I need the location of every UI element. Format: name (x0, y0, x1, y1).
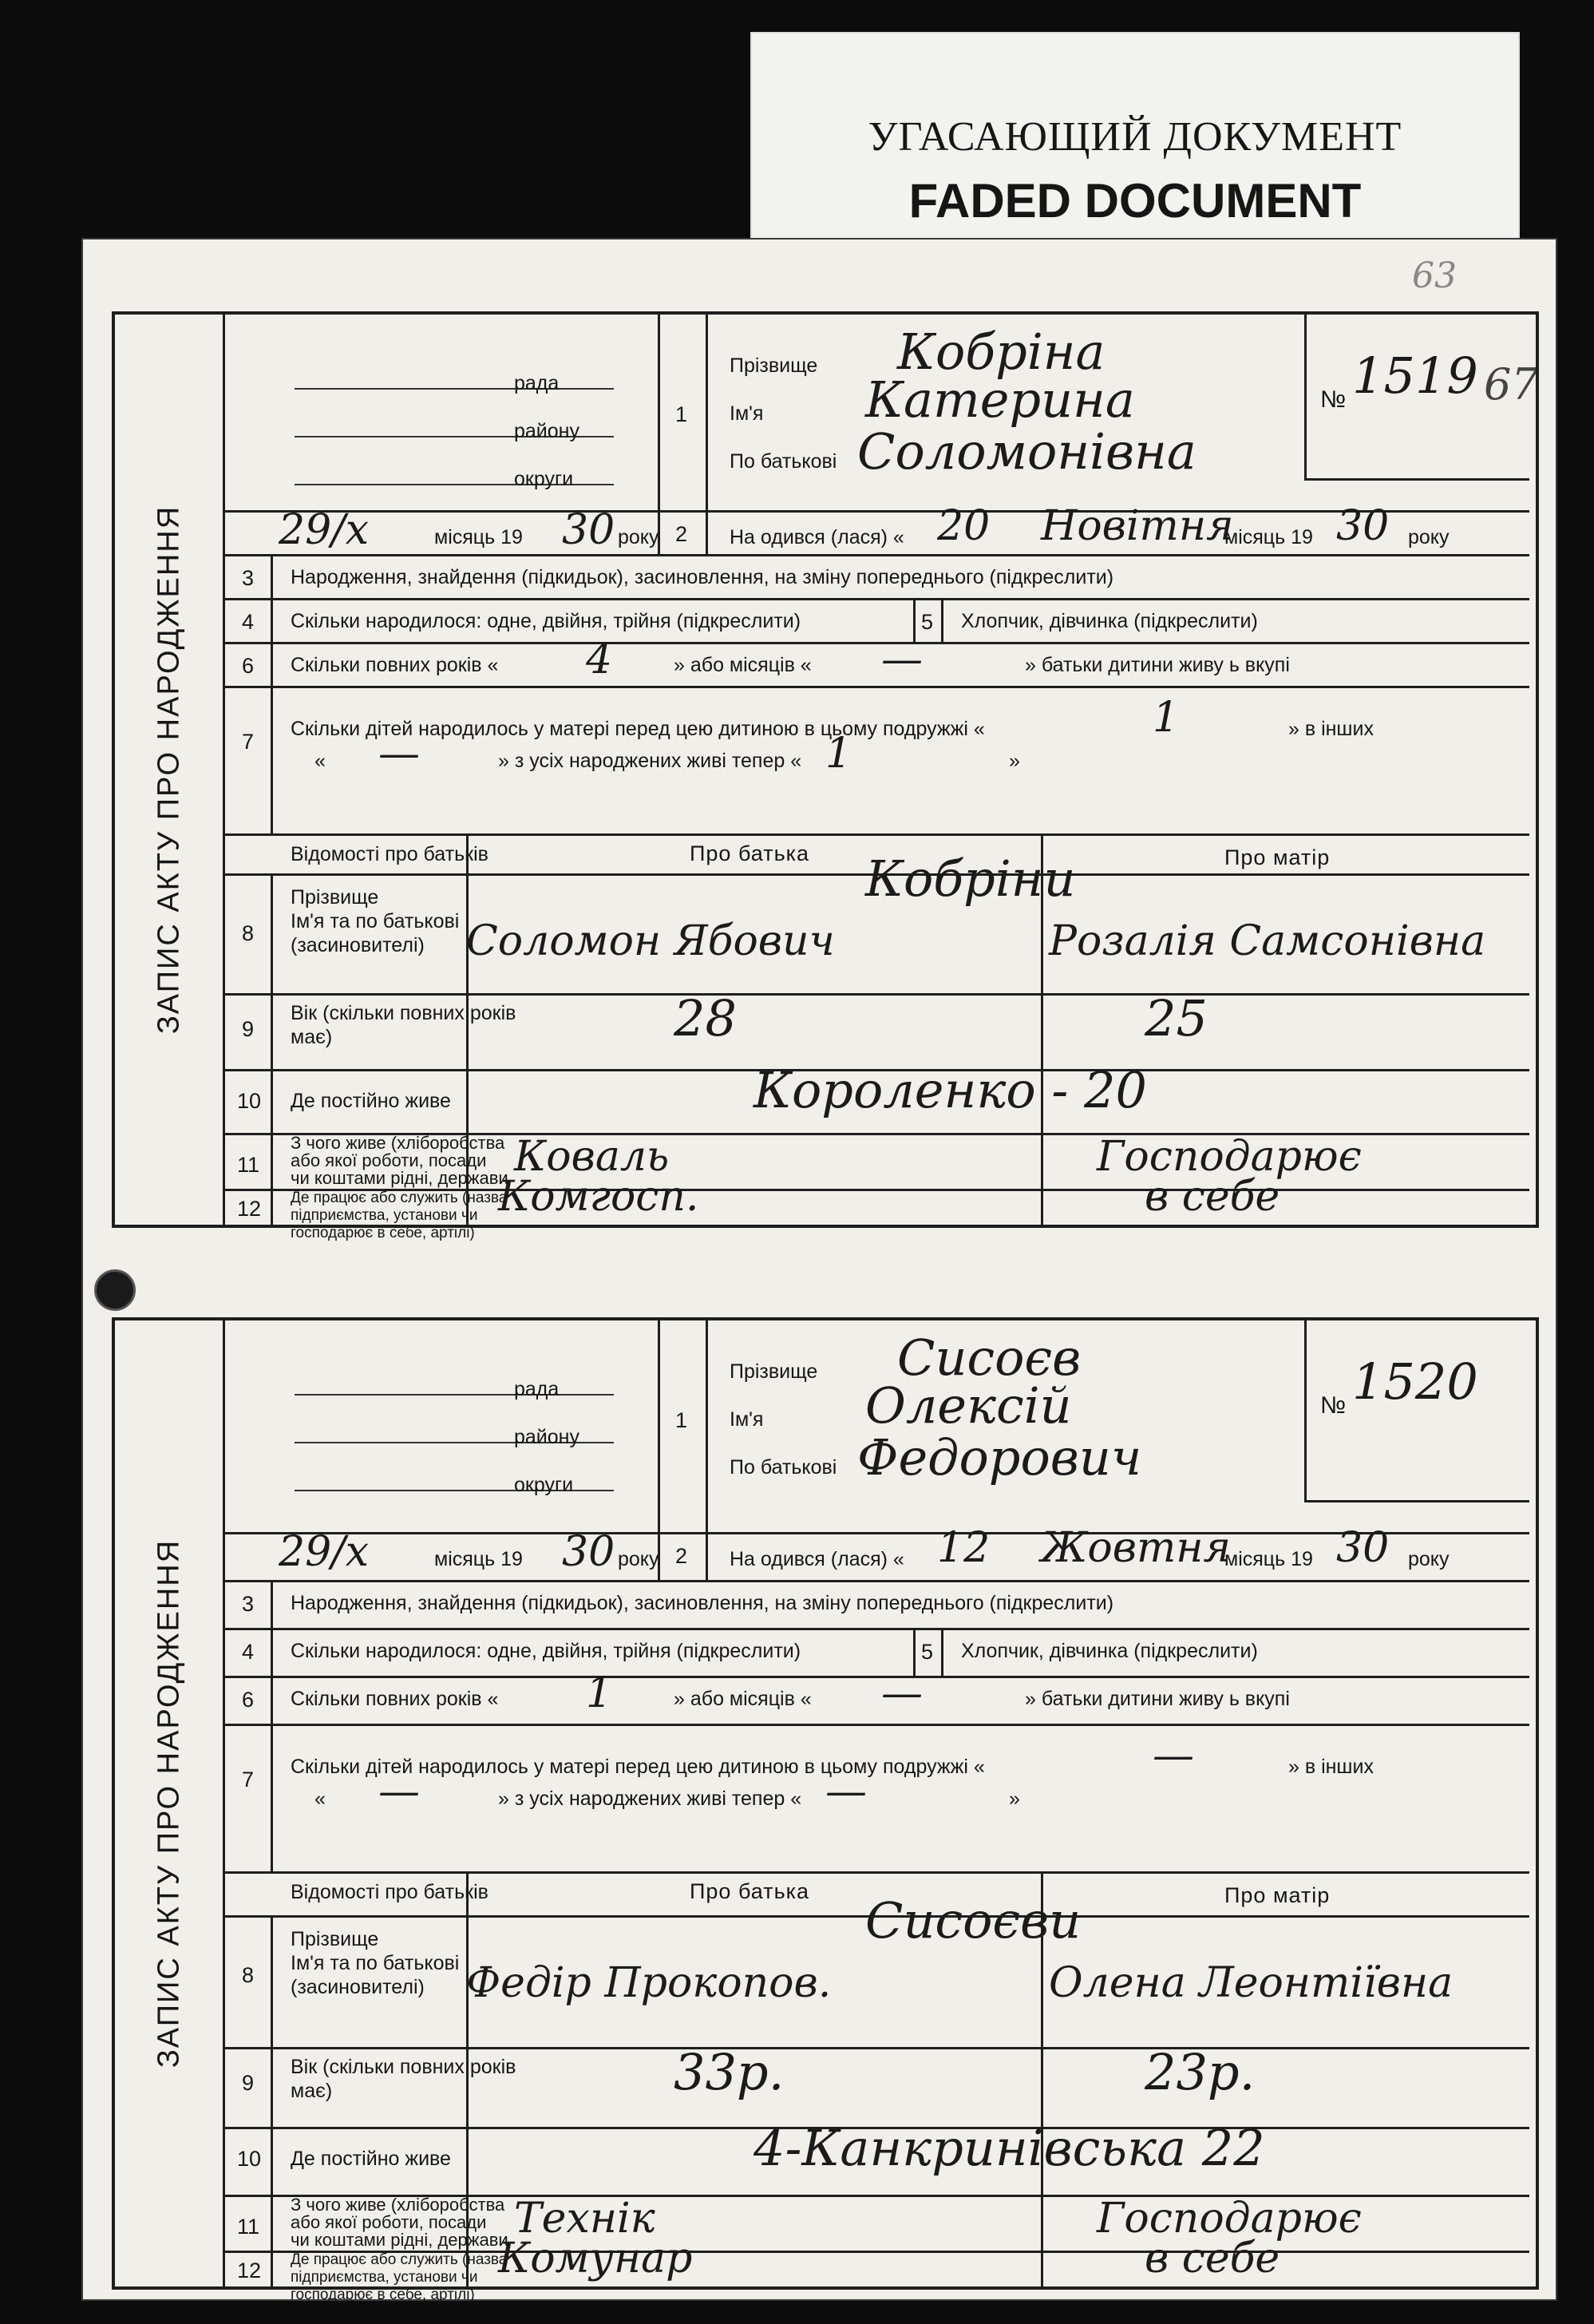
birth-record-form-1 (112, 311, 1539, 1241)
parents-surname: Кобріни (865, 849, 1076, 908)
children-before: — (1153, 1732, 1194, 1780)
label-born-year: року (1408, 526, 1450, 548)
label-raion: району (514, 1426, 579, 1448)
faded-document-stamp (750, 32, 1520, 267)
row3-label: Народження, знайдення (підкидьок), засиновлення, на зміну попереднього (підкреслити) (291, 1592, 1114, 1614)
label-rada: рада (514, 372, 560, 394)
row-number: 3 (242, 1592, 255, 1616)
about-mother-header: Про матір (1224, 845, 1331, 869)
row9-label: Вік (скільки повних років має) (291, 2056, 516, 2102)
children-other: — (378, 1768, 420, 1815)
label-born-month: місяць 19 (1224, 1548, 1313, 1570)
label-month: місяць 19 (434, 1548, 523, 1570)
row6-label-b: » або місяців « (674, 654, 812, 676)
row6-label-b: » або місяців « (674, 1688, 812, 1710)
birth-month: Жовтня (1041, 1524, 1231, 1572)
row7-label-d: » з усіх народжених живі тепер « (498, 750, 802, 772)
row-number: 5 (921, 1640, 934, 1664)
label-patronymic: По батькові (730, 450, 837, 473)
row12-label: Де працює або служить (назва підприємства, установи чи господарює в себе, артілі) (291, 2251, 508, 2303)
parents-info-header: Відомості про батьків (291, 1881, 488, 1903)
row8-label: Прізвище Ім'я та по батькові (засиновителі) (291, 1928, 460, 1998)
child-patronymic: Соломонівна (857, 422, 1196, 481)
parents-info-header: Відомості про батьків (291, 843, 488, 865)
mother-name: Розалія Самсонівна (1049, 917, 1486, 965)
row-number: 8 (242, 921, 255, 945)
row-number: 2 (675, 522, 688, 546)
father-living: Технік (514, 2195, 655, 2243)
about-father-header: Про батька (690, 841, 810, 865)
years-together: 1 (586, 1669, 613, 1717)
children-other: — (378, 730, 420, 778)
row11-label: З чого живе (хліборобства або якої роботи, посади чи коштами рідні, держави (291, 2195, 508, 2250)
mother-name: Олена Леонтіївна (1049, 1959, 1454, 2007)
mother-work: в себе (1145, 2235, 1280, 2282)
row-number: 7 (242, 730, 255, 754)
row-number: 2 (675, 1544, 688, 1568)
row7-label-c: « (314, 750, 326, 772)
row12-label: Де працює або служить (назва підприємства, установи чи господарює в себе, артілі) (291, 1190, 508, 1241)
row6-label-c: » батьки дитини живу ь вкупі (1025, 1688, 1290, 1710)
row7-label-b: » в інших (1288, 718, 1374, 740)
row-number: 4 (242, 610, 255, 634)
record-number: 1520 (1352, 1352, 1478, 1411)
row6-label-a: Скільки повних років « (291, 654, 499, 676)
archive-page-number-side: 67 (1484, 359, 1539, 410)
birth-year: 30 (1336, 1524, 1390, 1572)
father-work: Комгосп. (498, 1173, 699, 1221)
label-surname: Прізвище (730, 354, 818, 377)
mother-work: в себе (1145, 1173, 1280, 1221)
birth-record-form-2 (112, 1317, 1539, 2303)
mother-living: Господарює (1097, 1133, 1362, 1181)
label-rada: рада (514, 1378, 560, 1400)
stamp-text-ru: УГАСАЮЩИЙ ДОКУМЕНТ (868, 114, 1402, 160)
child-patronymic: Федорович (857, 1428, 1142, 1487)
row-number: 10 (237, 1089, 262, 1113)
row-number: 7 (242, 1768, 255, 1791)
alive-now: — (825, 1768, 867, 1815)
row5-label: Хлопчик, дівчинка (підкреслити) (961, 610, 1258, 632)
label-name: Ім'я (730, 402, 764, 425)
father-age: 28 (674, 989, 737, 1047)
residence: 4-Канкринівська 22 (753, 2119, 1265, 2177)
label-year: року (618, 526, 659, 548)
row10-label: Де постійно живе (291, 2148, 451, 2170)
row-number: 6 (242, 1688, 255, 1712)
registration-date: 29/х (279, 1528, 370, 1576)
birth-day: 12 (937, 1524, 991, 1572)
label-born-year: року (1408, 1548, 1450, 1570)
row4-label: Скільки народилося: одне, двійня, трійня (підкреслити) (291, 610, 801, 632)
months-together: — (881, 1669, 923, 1717)
row11-label: З чого живе (хліборобства або якої роботи, посади чи коштами рідні, держави (291, 1133, 508, 1188)
binding-hole-icon (94, 1269, 136, 1311)
children-before: 1 (1153, 694, 1180, 742)
archive-page-number: 63 (1412, 255, 1457, 296)
label-okruhy: округи (514, 1474, 574, 1496)
row6-label-c: » батьки дитини живу ь вкупі (1025, 654, 1290, 676)
row-number: 5 (921, 610, 934, 634)
row3-label: Народження, знайдення (підкидьок), засиновлення, на зміну попереднього (підкреслити) (291, 566, 1114, 588)
child-name: Катерина (865, 370, 1135, 429)
row10-label: Де постійно живе (291, 1090, 451, 1112)
row6-label-a: Скільки повних років « (291, 1688, 499, 1710)
row7-label-e: » (1009, 750, 1020, 772)
row-number: 4 (242, 1640, 255, 1664)
row9-label: Вік (скільки повних років має) (291, 1002, 516, 1048)
registration-date: 29/х (279, 506, 370, 554)
alive-now: 1 (825, 730, 852, 778)
row-number: 9 (242, 2071, 255, 2095)
row7-label-a: Скільки дітей народилось у матері перед цею дитиною в цьому подружжі « (291, 718, 985, 740)
label-raion: району (514, 420, 579, 442)
label-born: На одився (лася) « (730, 1548, 904, 1570)
father-living: Коваль (514, 1133, 670, 1181)
child-surname: Кобріна (897, 323, 1106, 381)
label-born: На одився (лася) « (730, 526, 904, 548)
side-title: ЗАПИС АКТУ ПРО НАРОДЖЕННЯ (115, 1320, 225, 2286)
label-born-month: місяць 19 (1224, 526, 1313, 548)
row-number: 12 (237, 1197, 262, 1221)
father-work: Комунар (498, 2235, 693, 2282)
row-number: 1 (675, 402, 688, 426)
side-title: ЗАПИС АКТУ ПРО НАРОДЖЕННЯ (115, 315, 225, 1225)
mother-age: 25 (1145, 989, 1208, 1047)
row7-label-a: Скільки дітей народилось у матері перед цею дитиною в цьому подружжі « (291, 1756, 985, 1778)
label-name: Ім'я (730, 1408, 764, 1431)
label-year: року (618, 1548, 659, 1570)
record-number: 1519 (1352, 346, 1478, 405)
about-mother-header: Про матір (1224, 1883, 1331, 1907)
label-month: місяць 19 (434, 526, 523, 548)
row7-label-b: » в інших (1288, 1756, 1374, 1778)
mother-age: 23р. (1145, 2043, 1256, 2101)
row-number: 10 (237, 2147, 262, 2171)
row-number: 9 (242, 1017, 255, 1041)
row7-label-c: « (314, 1788, 326, 1810)
father-age: 33р. (674, 2043, 785, 2101)
birth-day: 20 (937, 502, 991, 550)
row-number: 11 (237, 2215, 260, 2239)
father-name: Соломон Ябович (466, 917, 835, 965)
row-number: 3 (242, 566, 255, 590)
mother-living: Господарює (1097, 2195, 1362, 2243)
label-surname: Прізвище (730, 1360, 818, 1383)
label-patronymic: По батькові (730, 1456, 837, 1479)
row5-label: Хлопчик, дівчинка (підкреслити) (961, 1640, 1258, 1662)
child-surname: Сисоєв (897, 1328, 1082, 1387)
row-number: 8 (242, 1963, 255, 1987)
row-number: 1 (675, 1408, 688, 1432)
row-number: 12 (237, 2259, 262, 2282)
document-sheet (83, 240, 1556, 2303)
registration-year: 30 (562, 1528, 615, 1576)
row8-label: Прізвище Ім'я та по батькові (засиновителі) (291, 886, 460, 956)
parents-surname: Сисоєви (865, 1891, 1082, 1950)
about-father-header: Про батька (690, 1879, 810, 1903)
months-together: — (881, 635, 923, 683)
row7-label-d: » з усіх народжених живі тепер « (498, 1788, 802, 1810)
label-number: № (1320, 386, 1347, 413)
stamp-text-en: FADED DOCUMENT (908, 174, 1362, 228)
registration-year: 30 (562, 506, 615, 554)
residence: Короленко - 20 (753, 1061, 1147, 1119)
birth-year: 30 (1336, 502, 1390, 550)
child-name: Олексій (865, 1376, 1072, 1435)
row7-label-e: » (1009, 1788, 1020, 1810)
birth-month: Новітня (1041, 502, 1234, 550)
label-number: № (1320, 1392, 1347, 1419)
row-number: 6 (242, 654, 255, 678)
father-name: Федір Прокопов. (466, 1959, 832, 2007)
row-number: 11 (237, 1153, 260, 1177)
label-okruhy: округи (514, 468, 574, 490)
row4-label: Скільки народилося: одне, двійня, трійня (підкреслити) (291, 1640, 801, 1662)
years-together: 4 (586, 635, 613, 683)
